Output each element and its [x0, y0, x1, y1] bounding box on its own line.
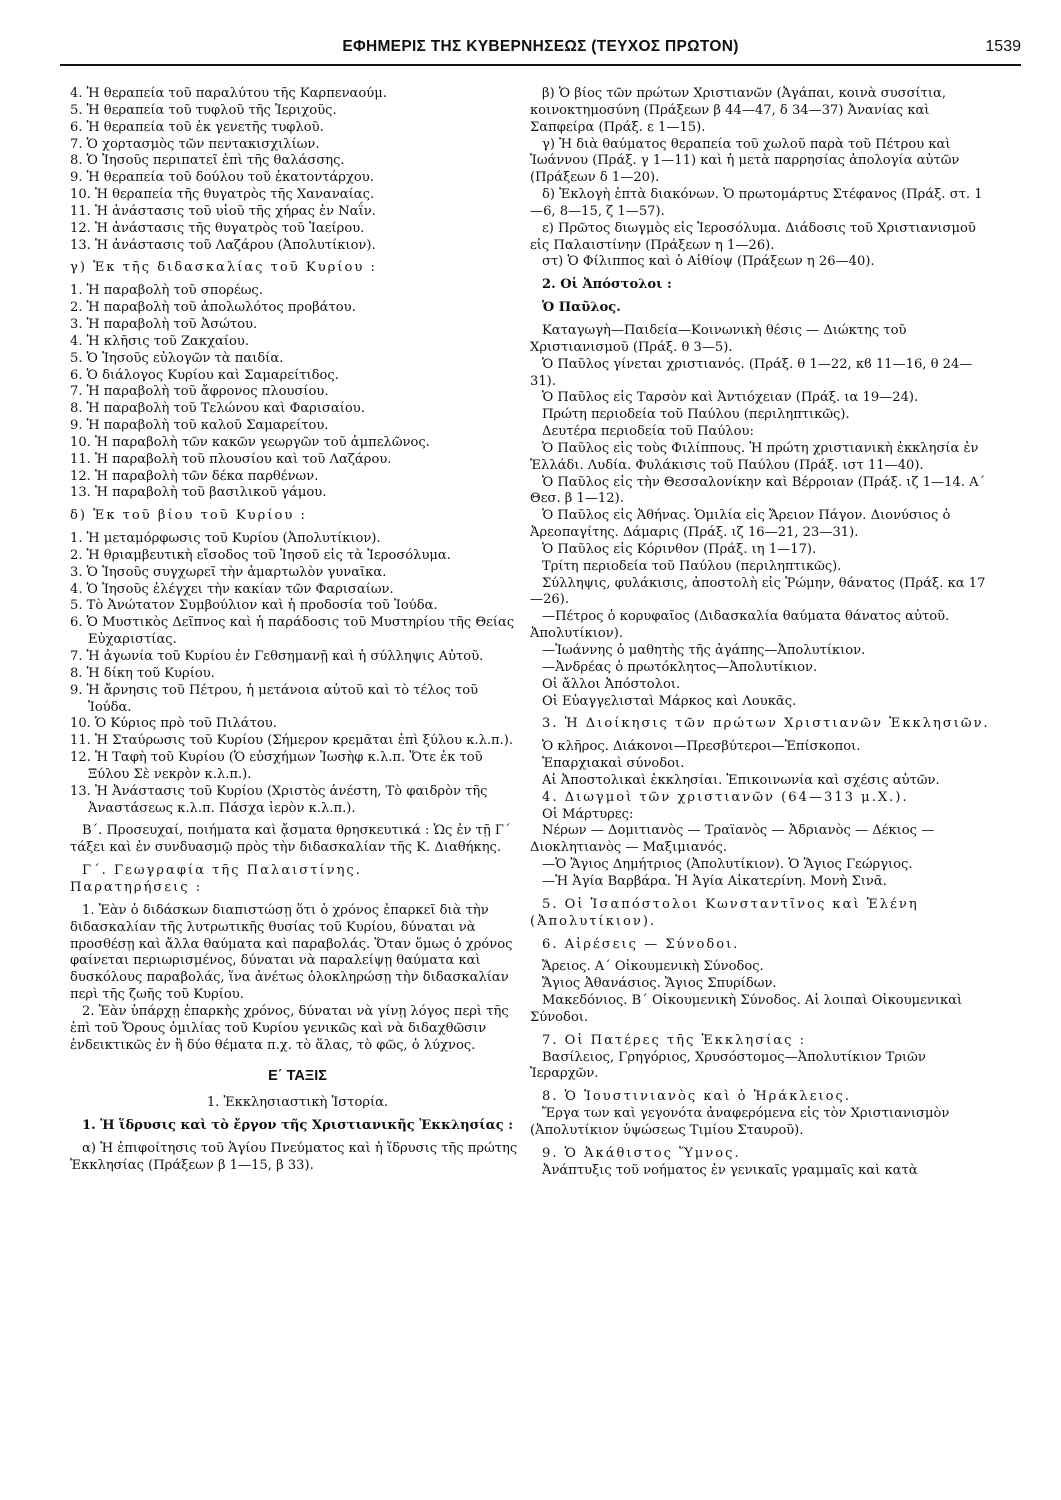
- page-header: [60, 34, 1021, 66]
- list-item: 4. Ἡ κλῆσις τοῦ Ζακχαίου.: [70, 333, 249, 349]
- list-item: 4. Ὁ Ἰησοῦς ἐλέγχει τὴν κακίαν τῶν Φαρισαίων.: [70, 581, 394, 597]
- class-title: Ε΄ ΤΑΞΙΣ: [268, 1068, 327, 1085]
- topic-item: α) Ἡ ἐπιφοίτησις τοῦ Ἁγίου Πνεύματος καὶ ἡ ἵδρυσις τῆς πρώτης Ἐκκλησίας (Πράξεων β 1—15, β 33).: [70, 1140, 518, 1173]
- section-heading-teaching: γ) Ἐκ τῆς διδασκαλίας τοῦ Κυρίου :: [70, 260, 377, 276]
- paragraph: —Ἰωάννης ὁ μαθητὴς τῆς ἀγάπης—Ἀπολυτίκιον.: [542, 643, 866, 658]
- paragraph: Σύλληψις, φυλάκισις, ἀποστολὴ εἰς Ῥώμην, θάνατος (Πράξ. κα 17—26).: [530, 575, 986, 608]
- list-item: 10. Ὁ Κύριος πρὸ τοῦ Πιλάτου.: [70, 716, 277, 732]
- list-item: 1. Ἡ μεταμόρφωσις τοῦ Κυρίου (Ἀπολυτίκιον).: [70, 531, 381, 547]
- paragraph: Βασίλειος, Γρηγόριος, Χρυσόστομος—Ἀπολυτίκιον Τριῶν Ἱεραρχῶν.: [530, 1049, 926, 1082]
- list-item: 10. Ἡ παραβολὴ τῶν κακῶν γεωργῶν τοῦ ἀμπελῶνος.: [70, 434, 430, 450]
- list-item: 6. Ἡ θεραπεία τοῦ ἐκ γενετῆς τυφλοῦ.: [70, 119, 324, 135]
- topic-item: β) Ὁ βίος τῶν πρώτων Χριστιανῶν (Ἀγάπαι, κοινὰ συσσίτια, κοινοκτημοσύνη (Πράξεων β 44—47, δ 34—37) Ἀνανίας καὶ Σαπφείρα (Πράξ. ε 1—15).: [530, 86, 947, 135]
- section-prayers: Β΄. Προσευχαί, ποιήματα καὶ ᾄσματα θρησκευτικά : Ὡς ἐν τῇ Γ΄ τάξει καὶ ἐν συνδυασμῷ πρὸς τὴν διδασκαλίαν τῆς Κ. Διαθήκης.: [70, 823, 511, 856]
- miracles-list: [70, 86, 525, 254]
- list-item: 12. Ἡ Ταφὴ τοῦ Κυρίου (Ὁ εὐσχήμων Ἰωσὴφ κ.λ.π. Ὅτε ἐκ τοῦ Ξύλου Σὲ νεκρὸν κ.λ.π.).: [70, 750, 483, 782]
- section-heading-life: δ) Ἐκ τοῦ βίου τοῦ Κυρίου :: [70, 508, 307, 524]
- list-item: 3. Ἡ παραβολὴ τοῦ Ἀσώτου.: [70, 316, 258, 332]
- list-item: 6. Ὁ διάλογος Κυρίου καὶ Σαμαρείτιδος.: [70, 367, 339, 383]
- paragraph: Καταγωγὴ—Παιδεία—Κοινωνικὴ θέσις — Διώκτης τοῦ Χριστιανισμοῦ (Πράξ. θ 3—5).: [530, 322, 907, 355]
- paragraph: Ὁ Παῦλος εἰς Κόρινθον (Πράξ. ιη 1—17).: [542, 541, 817, 557]
- paragraph: Ὁ Παῦλος εἰς τὴν Θεσσαλονίκην καὶ Βέρροιαν (Πράξ. ιζ 1—14. Α΄ Θεσ. β 1—12).: [530, 474, 986, 507]
- list-item: 5. Ὁ Ἰησοῦς εὐλογῶν τὰ παιδία.: [70, 350, 284, 366]
- paragraph: Ὁ Παῦλος εἰς τοὺς Φιλίππους. Ἡ πρώτη χριστιανικὴ ἐκκλησία ἐν Ἑλλάδι. Λυδία. Φυλάκισις τοῦ Παύλου (Πράξ. ιστ 11—40).: [530, 440, 979, 473]
- gazette-title: ΕΦΗΜΕΡΙΣ ΤΗΣ ΚΥΒΕΡΝΗΣΕΩΣ (ΤΕΥΧΟΣ ΠΡΩΤΟΝ): [342, 38, 739, 55]
- paragraph: Οἱ Εὐαγγελισταὶ Μάρκος καὶ Λουκᾶς.: [542, 693, 797, 709]
- topic-heading: 1. Ἡ ἵδρυσις καὶ τὸ ἔργον τῆς Χριστιανικῆς Ἐκκλησίας :: [82, 1118, 514, 1134]
- paragraph: Δευτέρα περιοδεία τοῦ Παύλου:: [542, 424, 754, 440]
- list-item: 4. Ἡ θεραπεία τοῦ παραλύτου τῆς Καρπεναούμ.: [70, 86, 387, 101]
- paragraph: Ἔργα των καὶ γεγονότα ἀναφερόμενα εἰς τὸν Χριστιανισμὸν (Ἀπολυτίκιον ὑψώσεως Τιμίου Σταυροῦ).: [530, 1106, 950, 1138]
- justinian-heading: 8. Ὁ Ἰουστινιανὸς καὶ ὁ Ἡράκλειος.: [542, 1089, 852, 1105]
- paragraph: Νέρων — Δομιτιανὸς — Τραϊανὸς — Ἀδριανὸς — Δέκιος — Διοκλητιανὸς — Μαξιμιανός.: [530, 823, 935, 856]
- list-item: 1. Ἡ παραβολὴ τοῦ σπορέως.: [70, 283, 263, 299]
- remarks-heading: Παρατηρήσεις :: [70, 879, 203, 895]
- paragraph: Αἱ Ἀποστολικαὶ ἐκκλησίαι. Ἐπικοινωνία καὶ σχέσις αὐτῶν.: [542, 772, 940, 788]
- paul-section: [530, 323, 990, 609]
- list-item: 9. Ἡ παραβολὴ τοῦ καλοῦ Σαμαρείτου.: [70, 418, 329, 434]
- list-item: 9. Ἡ θεραπεία τοῦ δούλου τοῦ ἑκατοντάρχου.: [70, 170, 374, 186]
- list-item: 3. Ὁ Ἰησοῦς συγχωρεῖ τὴν ἁμαρτωλὸν γυναῖκα.: [70, 564, 387, 580]
- list-item: 8. Ὁ Ἰησοῦς περιπατεῖ ἐπὶ τῆς θαλάσσης.: [70, 153, 345, 169]
- paragraph: Ἄρειος. Α΄ Οἰκουμενικὴ Σύνοδος.: [542, 959, 764, 975]
- list-item: 6. Ὁ Μυστικὸς Δεῖπνος καὶ ἡ παράδοσις τοῦ Μυστηρίου τῆς Θείας Εὐχαριστίας.: [70, 615, 515, 648]
- paragraph: —Ὁ Ἅγιος Δημήτριος (Ἀπολυτίκιον). Ὁ Ἅγιος Γεώργιος.: [542, 857, 913, 873]
- remark-paragraph: 1. Ἐὰν ὁ διδάσκων διαπιστώσῃ ὅτι ὁ χρόνος ἐπαρκεῖ διὰ τὴν διδασκαλίαν τῆς λυτρωτικῆς θυσίας τοῦ Κυρίου, δύναται νὰ προσθέσῃ καὶ ἄλλα θαύματα καὶ παραβολάς. Ὅταν ὅμως ὁ χρόνος φαίνεται περιωρισμένος, δύναται νὰ παραλείψῃ θαύματα καὶ δυσκόλους παραβολάς, ἵνα ἀνέτως ὁλοκληρώσῃ τὴν διδασκαλίαν περὶ τῆς ζωῆς τοῦ Κυρίου.: [70, 902, 513, 1003]
- page-number: 1539: [985, 38, 1021, 55]
- persecutions-heading: 4. Διωγμοὶ τῶν χριστιανῶν (64—313 μ.Χ.).: [542, 789, 909, 805]
- list-item: 2. Ἡ παραβολὴ τοῦ ἀπολωλότος προβάτου.: [70, 300, 356, 316]
- paragraph: —Πέτρος ὁ κορυφαῖος (Διδασκαλία θαύματα θάνατος αὐτοῦ. Ἀπολυτίκιον).: [530, 609, 950, 642]
- paragraph: Τρίτη περιοδεία τοῦ Παύλου (περιληπτικῶς).: [542, 558, 842, 574]
- paragraph: Ἀνάπτυξις τοῦ νοήματος ἐν γενικαῖς γραμμαῖς καὶ κατὰ: [542, 1162, 918, 1178]
- list-item: 12. Ἡ παραβολὴ τῶν δέκα παρθένων.: [70, 468, 319, 484]
- heresies-heading: 6. Αἱρέσεις — Σύνοδοι.: [542, 936, 740, 952]
- list-item: 13. Ἡ Ἀνάστασις τοῦ Κυρίου (Χριστὸς ἀνέστη, Τὸ φαιδρὸν τῆς Ἀναστάσεως κ.λ.π. Πάσχα ἱερὸν κ.λ.π.).: [70, 783, 488, 816]
- paul-heading: Ὁ Παῦλος.: [542, 300, 621, 316]
- list-item: 8. Ἡ παραβολὴ τοῦ Τελώνου καὶ Φαρισαίου.: [70, 401, 365, 417]
- akathist-heading: 9. Ὁ Ἀκάθιστος Ὕμνος.: [542, 1145, 741, 1161]
- list-item: 13. Ἡ παραβολὴ τοῦ βασιλικοῦ γάμου.: [70, 485, 327, 501]
- paragraph: Ἅγιος Ἀθανάσιος. Ἅγιος Σπυρίδων.: [542, 976, 777, 992]
- paragraph: Οἱ Μάρτυρες:: [542, 806, 634, 822]
- paragraph: Ὁ Παῦλος εἰς Ἀθήνας. Ὁμιλία εἰς Ἄρειον Πάγον. Διονύσιος ὁ Ἀρεοπαγίτης. Δάμαρις (Πράξ. ιζ 16—21, 23—31).: [530, 508, 951, 541]
- admin-heading: 3. Ἡ Διοίκησις τῶν πρώτων Χριστιανῶν Ἐκκλησιῶν.: [542, 716, 990, 732]
- life-list: [70, 531, 525, 817]
- left-column: [70, 86, 525, 1175]
- teaching-list: [70, 283, 525, 502]
- paragraph: Οἱ ἄλλοι Ἀπόστολοι.: [542, 676, 681, 692]
- paragraph: Μακεδόνιος. Β΄ Οἰκουμενικὴ Σύνοδος. Αἱ λοιπαὶ Οἰκουμενικαὶ Σύνοδοι.: [530, 993, 963, 1025]
- list-item: 11. Ἡ Σταύρωσις τοῦ Κυρίου (Σήμερον κρεμᾶται ἐπὶ ξύλου κ.λ.π.).: [70, 733, 514, 749]
- topic-item: δ) Ἐκλογὴ ἑπτὰ διακόνων. Ὁ πρωτομάρτυς Στέφανος (Πράξ. στ. 1—6, 8—15, ζ 1—57).: [530, 187, 983, 219]
- list-item: 2. Ἡ θριαμβευτικὴ εἴσοδος τοῦ Ἰησοῦ εἰς τὰ Ἱεροσόλυμα.: [70, 547, 451, 563]
- list-item: 9. Ἡ ἄρνησις τοῦ Πέτρου, ἡ μετάνοια αὐτοῦ καὶ τὸ τέλος τοῦ Ἰούδα.: [70, 682, 479, 715]
- list-item: 11. Ἡ παραβολὴ τοῦ πλουσίου καὶ τοῦ Λαζάρου.: [70, 451, 392, 467]
- list-item: 5. Ἡ θεραπεία τοῦ τυφλοῦ τῆς Ἱεριχοῦς.: [70, 102, 337, 118]
- list-item: 7. Ὁ χορτασμὸς τῶν πεντακισχιλίων.: [70, 136, 320, 152]
- fathers-heading: 7. Οἱ Πατέρες τῆς Ἐκκλησίας :: [542, 1032, 807, 1048]
- topic-item: στ) Ὁ Φίλιππος καὶ ὁ Αἰθίοψ (Πράξεων η 26—40).: [542, 254, 875, 270]
- paragraph: —Ἡ Ἁγία Βαρβάρα. Ἡ Ἁγία Αἰκατερίνη. Μονὴ Σινᾶ.: [542, 873, 887, 889]
- section-geography: Γ΄. Γεωγραφία τῆς Παλαιστίνης.: [82, 863, 362, 879]
- list-item: 10. Ἡ θεραπεία τῆς θυγατρὸς τῆς Χαναναίας.: [70, 187, 375, 203]
- paragraph: Πρώτη περιοδεία τοῦ Παύλου (περιληπτικῶς).: [542, 407, 850, 423]
- topic-item: γ) Ἡ διὰ θαύματος θεραπεία τοῦ χωλοῦ παρὰ τοῦ Πέτρου καὶ Ἰωάννου (Πράξ. γ 1—11) καὶ ἡ μετὰ παρρησίας ἀπολογία αὐτῶν (Πράξεων δ 1—20).: [530, 136, 960, 186]
- list-item: 7. Ἡ ἀγωνία τοῦ Κυρίου ἐν Γεθσημανῇ καὶ ἡ σύλληψις Αὐτοῦ.: [70, 649, 484, 664]
- list-item: 11. Ἡ ἀνάστασις τοῦ υἱοῦ τῆς χήρας ἐν Ναΐν.: [70, 203, 376, 219]
- right-column: [530, 86, 990, 1179]
- list-item: 12. Ἡ ἀνάστασις τῆς θυγατρὸς τοῦ Ἰαείρου.: [70, 220, 365, 236]
- list-item: 13. Ἡ ἀνάστασις τοῦ Λαζάρου (Ἀπολυτίκιον).: [70, 237, 376, 253]
- paragraph: Ὁ Παῦλος εἰς Ταρσὸν καὶ Ἀντιόχειαν (Πράξ. ια 19—24).: [542, 390, 919, 406]
- remark-paragraph: 2. Ἐὰν ὑπάρχῃ ἐπαρκὴς χρόνος, δύναται νὰ γίνῃ λόγος περὶ τῆς ἐπὶ τοῦ Ὄρους ὁμιλίας τοῦ Κυρίου γενικῶς καὶ νὰ διδαχθῶσιν ἐνδεικτικῶς ἐν ἢ δύο θέματα π.χ. τὸ ἅλας, τὸ φῶς, ὁ λύχνος.: [70, 1003, 509, 1053]
- list-item: 5. Τὸ Ἀνώτατον Συμβούλιον καὶ ἡ προδοσία τοῦ Ἰούδα.: [70, 598, 438, 614]
- paragraph: Ὁ κλῆρος. Διάκονοι—Πρεσβύτεροι—Ἐπίσκοποι.: [542, 739, 861, 755]
- constantine-heading: 5. Οἱ Ἰσαπόστολοι Κωνσταντῖνος καὶ Ἑλένη (Ἀπολυτίκιον).: [530, 896, 919, 929]
- apostles-heading: 2. Οἱ Ἀπόστολοι :: [542, 277, 672, 293]
- list-item: 8. Ἡ δίκη τοῦ Κυρίου.: [70, 665, 215, 681]
- subject-title: 1. Ἐκκλησιαστικὴ Ἱστορία.: [206, 1095, 389, 1111]
- paragraph: —Ἀνδρέας ὁ πρωτόκλητος—Ἀπολυτίκιον.: [542, 659, 818, 675]
- list-item: 7. Ἡ παραβολὴ τοῦ ἄφρονος πλουσίου.: [70, 384, 329, 400]
- paragraph: Ἐπαρχιακαὶ σύνοδοι.: [542, 756, 685, 772]
- topic-item: ε) Πρῶτος διωγμὸς εἰς Ἱεροσόλυμα. Διάδοσις τοῦ Χριστιανισμοῦ εἰς Παλαιστίνην (Πράξεων η 1—26).: [530, 220, 976, 253]
- paragraph: Ὁ Παῦλος γίνεται χριστιανός. (Πράξ. θ 1—22, κϐ 11—16, θ 24—31).: [530, 356, 973, 389]
